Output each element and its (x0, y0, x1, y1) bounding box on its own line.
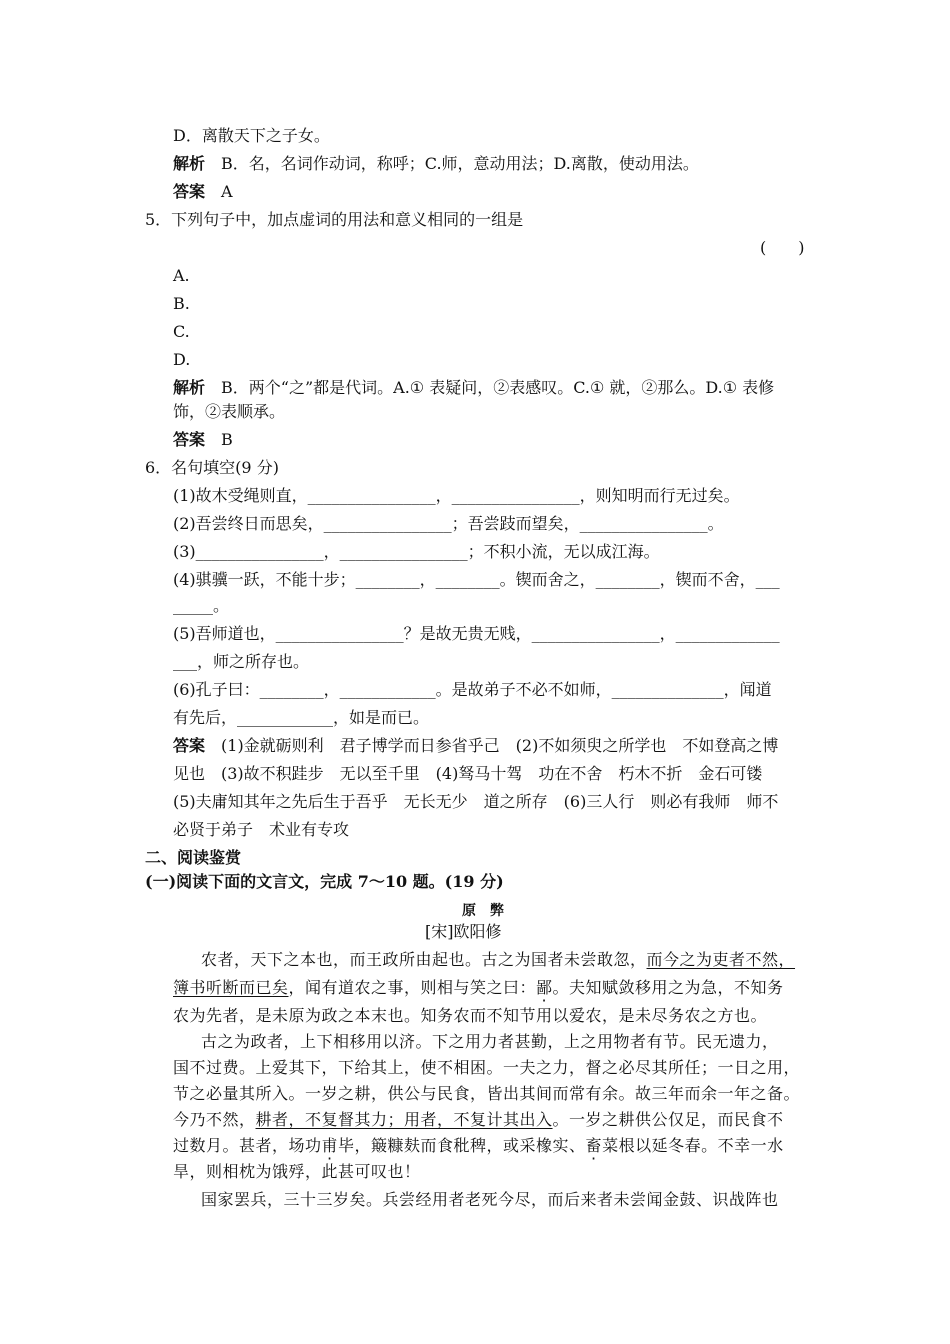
q6-item-1: (1)故木受绳则直，________________，________________，则知明而行无过矣。 (173, 486, 740, 505)
q6-item-2: (2)吾尝终日而思矣，________________；吾尝跂而望矣，________________。 (173, 514, 724, 533)
passage-p1-line2: 簿书听断而已矣，闻有道农之事，则相与笑之曰：鄙。夫知赋敛移用之为急，不知务 (173, 978, 784, 997)
q6-stem: 6．名句填空(9 分) (145, 458, 279, 477)
passage-p2-line4: 今乃不然，耕者，不复督其力；用者，不复计其出入。一岁之耕供公仅足，而民食不 (173, 1110, 784, 1129)
q6-item-4-line1: (4)骐骥一跃，不能十步；________，________。锲而舍之，________，锲而不舍，___ (173, 570, 780, 589)
q5-option-c: C. (173, 322, 190, 341)
q5-option-a: A. (173, 266, 190, 285)
q4-option-d: D．离散天下之子女。 (173, 126, 330, 145)
passage-p2-line6: 旱，则相枕为饿殍，此甚可叹也！ (173, 1162, 421, 1181)
q5-analysis-line2: 饰，②表顺承。 (173, 402, 286, 421)
q5-answer: 答案 B (173, 430, 233, 449)
q6-item-3: (3)________________，________________；不积小流，无以成江海。 (173, 542, 660, 561)
passage-p1-line1: 农者，天下之本也，而王政所由起也。古之为国者未尝敢忽，而今之为吏者不然， (201, 950, 796, 969)
section-heading: 二、阅读鉴赏 (145, 848, 242, 867)
q5-analysis-line1: 解析 B．两个“之”都是代词。A.① 表疑问，②表感叹。C.① 就，②那么。D.① 表修 (173, 378, 775, 397)
passage-author: [宋]欧阳修 (425, 922, 502, 941)
q6-item-4-line2: _____。 (173, 596, 230, 615)
passage-title: 原弊 (462, 903, 518, 919)
passage-p1-line3: 农为先者，是未原为政之本末也。知务农而不知节用以爱农，是未尽务农之方也。 (173, 1006, 768, 1025)
passage-p2-line3: 节之必量其所入。一岁之耕，供公与民食，皆出其间而常有余。故三年而余一年之备。 (173, 1084, 801, 1103)
q5-option-d: D. (173, 350, 191, 369)
q6-item-6-line1: (6)孔子曰：________，____________。是故弟子不必不如师，______________，闻道 (173, 680, 772, 699)
subsection-heading: (一)阅读下面的文言文，完成 7～10 题。(19 分) (145, 872, 504, 891)
q6-item-5-line2: ___，师之所存也。 (173, 652, 310, 671)
q6-answer-line1: 答案 (1)金就砺则利 君子博学而日参省乎己 (2)不如须臾之所学也 不如登高之博 (173, 736, 779, 755)
q6-answer-line3: (5)夫庸知其年之先后生于吾乎 无长无少 道之所存 (6)三人行 则必有我师 师不 (173, 792, 779, 811)
q6-item-5-line1: (5)吾师道也，________________？是故无贵无贱，________________，_____________ (173, 624, 780, 643)
q5-bracket: ( ) (760, 238, 805, 257)
q5-option-b: B. (173, 294, 190, 313)
passage-p2-line1: 古之为政者，上下相移用以济。下之用力者甚勤，上之用物者有节。民无遗力， (201, 1032, 779, 1051)
q4-analysis: 解析 B．名，名词作动词，称呼；C.师，意动用法；D.离散，使动用法。 (173, 154, 699, 173)
q4-answer: 答案 A (173, 182, 233, 201)
q6-item-6-line2: 有先后，____________，如是而已。 (173, 708, 430, 727)
passage-p2-line5: 过数月。甚者，场功甫毕，簸糠麸而食秕稗，或采橡实、畜菜根以延冬春。不幸一水 (173, 1136, 784, 1155)
passage-p3-line1: 国家罢兵，三十三岁矣。兵尝经用者老死今尽，而后来者未尝闻金鼓、识战阵也 (201, 1190, 779, 1209)
q6-answer-line4: 必贤于弟子 术业有专攻 (173, 820, 350, 839)
passage-p2-line2: 国不过费。上爱其下，下给其上，使不相困。一夫之力，督之必尽其所任；一日之用， (173, 1058, 801, 1077)
q6-answer-line2: 见也 (3)故不积跬步 无以至千里 (4)驽马十驾 功在不舍 朽木不折 金石可镂 (173, 764, 763, 783)
q5-stem: 5．下列句子中，加点虚词的用法和意义相同的一组是 (145, 210, 524, 229)
